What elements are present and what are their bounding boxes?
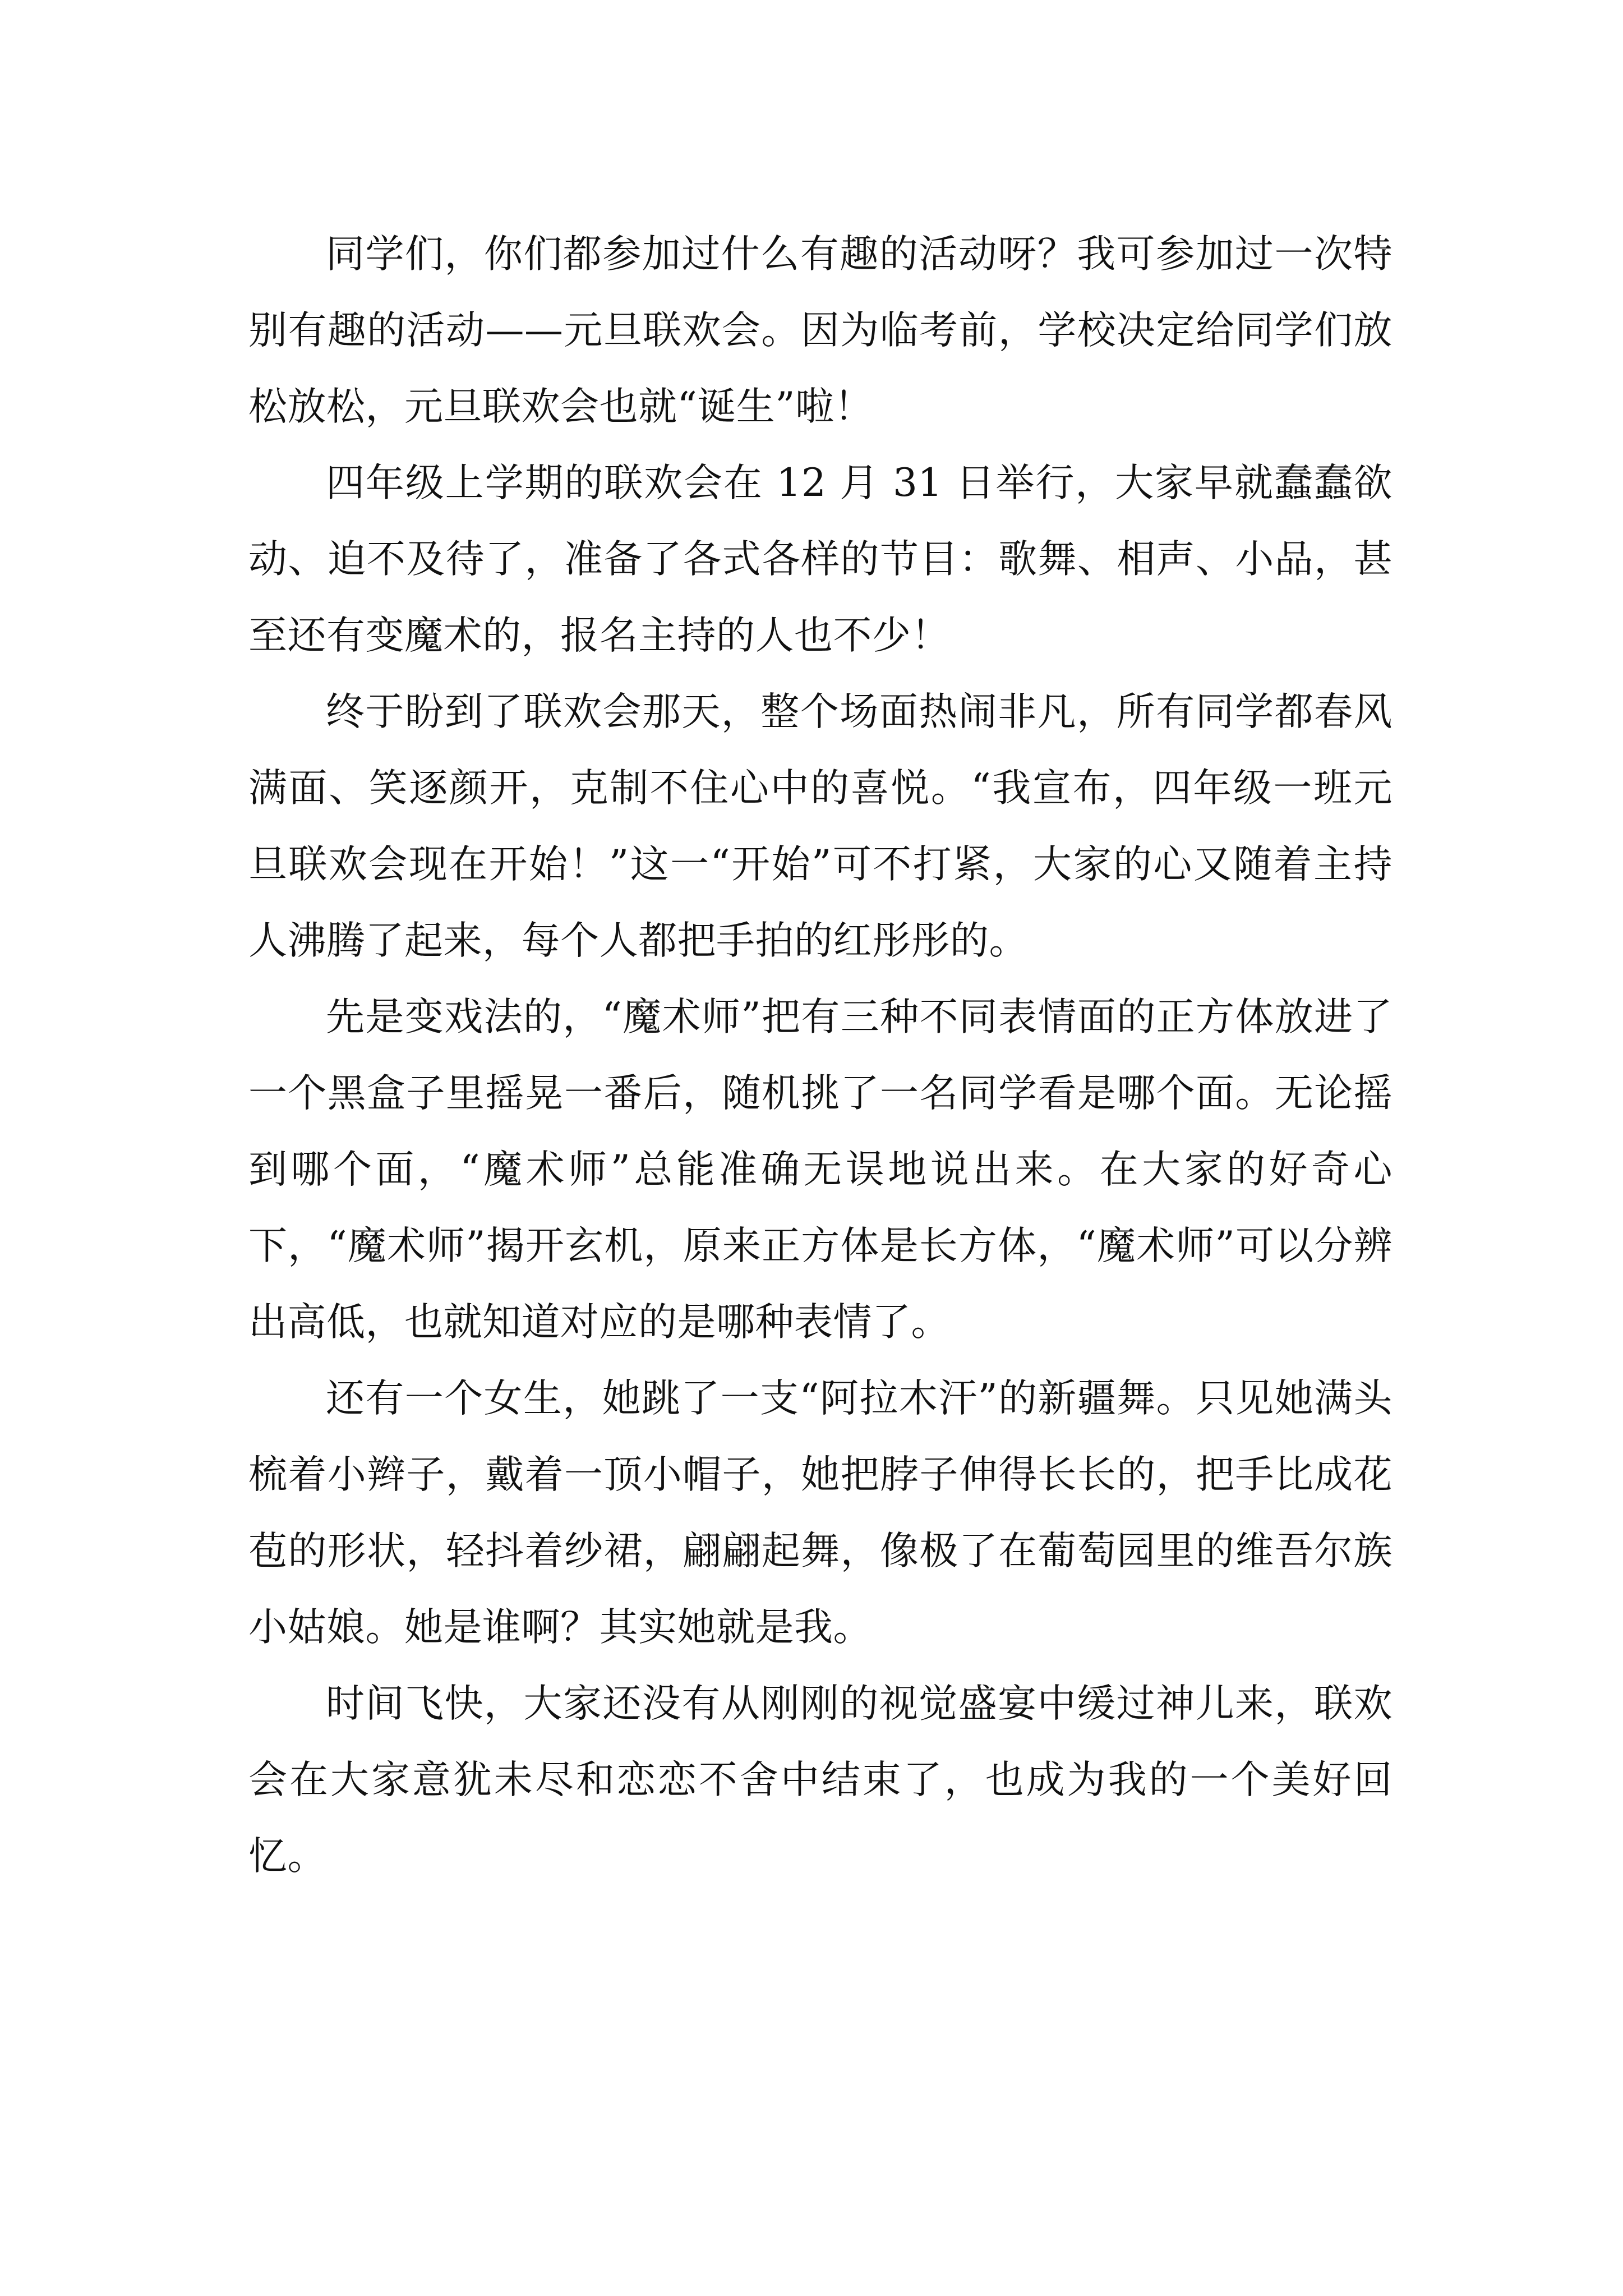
paragraph-6: 时间飞快，大家还没有从刚刚的视觉盛宴中缓过神儿来，联欢会在大家意犹未尽和恋恋不舍中结束了，也成为我的一个美好回忆。 bbox=[248, 1681, 1393, 1879]
paragraph-2: 四年级上学期的联欢会在 12 月 31 日举行，大家早就蠢蠢欲动、迫不及待了，准备了各式各样的节目：歌舞、相声、小品，甚至还有变魔术的，报名主持的人也不少！ bbox=[248, 461, 1393, 658]
paragraph-3: 终于盼到了联欢会那天，整个场面热闹非凡，所有同学都春风满面、笑逐颜开，克制不住心中的喜悦。“我宣布，四年级一班元旦联欢会现在开始！”这一“开始”可不打紧，大家的心又随着主持人沸腾了起来，每个人都把手拍的红彤彤的。 bbox=[248, 689, 1393, 963]
paragraph-1: 同学们，你们都参加过什么有趣的活动呀？我可参加过一次特别有趣的活动——元旦联欢会。因为临考前，学校决定给同学们放松放松，元旦联欢会也就“诞生”啦！ bbox=[248, 232, 1393, 429]
paragraph-4: 先是变戏法的，“魔术师”把有三种不同表情面的正方体放进了一个黑盒子里摇晃一番后，随机挑了一名同学看是哪个面。无论摇到哪个面，“魔术师”总能准确无误地说出来。在大家的好奇心下，“魔术师”揭开玄机，原来正方体是长方体，“魔术师”可以分辨出高低，也就知道对应的是哪种表情了。 bbox=[248, 995, 1393, 1345]
paragraph-5: 还有一个女生，她跳了一支“阿拉木汗”的新疆舞。只见她满头梳着小辫子，戴着一顶小帽子，她把脖子伸得长长的，把手比成花苞的形状，轻抖着纱裙，翩翩起舞，像极了在葡萄园里的维吾尔族小姑娘。她是谁啊？其实她就是我。 bbox=[248, 1376, 1393, 1650]
document-page bbox=[248, 216, 1393, 1894]
